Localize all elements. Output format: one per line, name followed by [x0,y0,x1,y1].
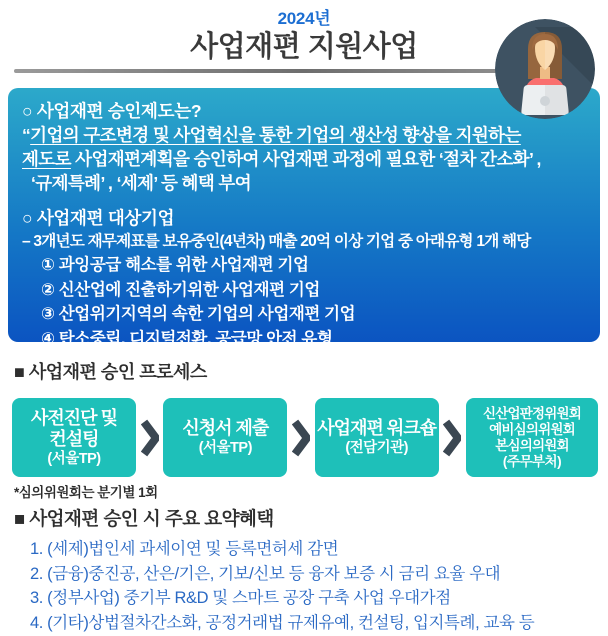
arrow-right-icon [287,419,314,457]
process-step-1-line-2: 컨설팅 [49,428,99,449]
process-step-1 [12,398,136,477]
target-type-3: ③ 산업위기지역의 속한 기업의 사업재편 기업 [41,305,356,323]
benefits-heading: ■ 사업재편 승인 시 주요 요약혜택 [14,508,274,529]
target-type-list [22,253,586,351]
approval-question: ○ 사업재편 승인제도는? [22,101,202,121]
process-step-4-org: (주무부처) [502,453,562,469]
arrow-right-icon [439,419,466,457]
process-step-3-org: (전담기관) [345,440,408,456]
process-step-1-org: (서울TP) [47,450,101,467]
overview-panel [8,88,600,348]
target-title: ○ 사업재편 대상기업 [22,208,175,228]
process-step-1-title [31,408,117,450]
approval-line-3: ‘규제특례’ , ‘세제’ 등 혜택 부여 [31,173,252,193]
process-footnote: *심의위원회는 분기별 1회 [14,485,158,500]
process-step-3-line-1: 사업재편 워크숍 [317,418,437,438]
poster-year: 2024년 [277,9,331,28]
process-step-2-line-1: 신청서 제출 [182,418,269,438]
process-step-4-title [483,406,581,454]
process-step-4-line-3: 본심의의원회 [495,437,569,453]
process-flow [12,398,598,477]
process-step-2 [163,398,287,477]
process-step-2-org: (서울TP) [198,440,252,456]
process-step-4-line-1: 신산업판정위원회 [483,405,581,421]
approval-underlined-2: 제도로 [22,149,71,169]
approval-underlined-1: 기업의 구조변경 및 사업혁신을 통한 기업의 생산성 향상을 지원하는 [30,125,521,145]
benefits-list [30,537,534,635]
process-heading: ■ 사업재편 승인 프로세스 [14,362,207,382]
benefit-item-2: 2. (금융)중진공, 산은/기은, 기보/신보 등 융자 보증 시 금리 요율 우대 [30,564,501,583]
process-step-4 [466,398,598,477]
approval-line-1 [22,123,586,147]
approval-line-2-rest: 사업재편계획을 승인하여 사업재편 과정에 필요한 ‘절차 간소화’ , [70,149,541,169]
open-quote: “ [22,125,31,145]
process-step-3-title [317,418,436,439]
arrow-right-icon [136,419,163,457]
benefit-item-4: 4. (기타)상법절차간소화, 공정거래법 규제유예, 컨설팅, 입지특례, 교육 등 [30,613,535,632]
process-step-1-line-1: 사전진단 및 [31,407,117,428]
target-type-1: ① 과잉공급 해소를 위한 사업재편 기업 [41,256,309,274]
process-step-3 [315,398,439,477]
target-type-4: ④ 탄소중립, 디지털전환, 공급망 안전 유형 [41,329,333,348]
woman-laptop-avatar-icon [495,19,595,119]
target-type-2: ② 신산업에 진출하기위한 사업재편 기업 [41,280,320,299]
process-step-2-title [182,418,268,439]
page-title: 사업재편 지원사업 [190,31,418,63]
benefit-item-1: 1. (세제)법인세 과세이연 및 등록면허세 감면 [30,540,339,558]
benefit-item-3: 3. (정부사업) 중기부 R&D 및 스마트 공장 구축 사업 우대가점 [30,589,451,608]
woman-laptop-avatar-svg [495,19,595,119]
process-step-4-line-2: 예비심의위원회 [489,421,575,437]
target-criteria: – 3개년도 재무제표를 보유중인(4년차) 매출 20억 이상 기업 중 아래유형 1개 해당 [22,233,531,250]
approval-line-2 [22,147,586,171]
